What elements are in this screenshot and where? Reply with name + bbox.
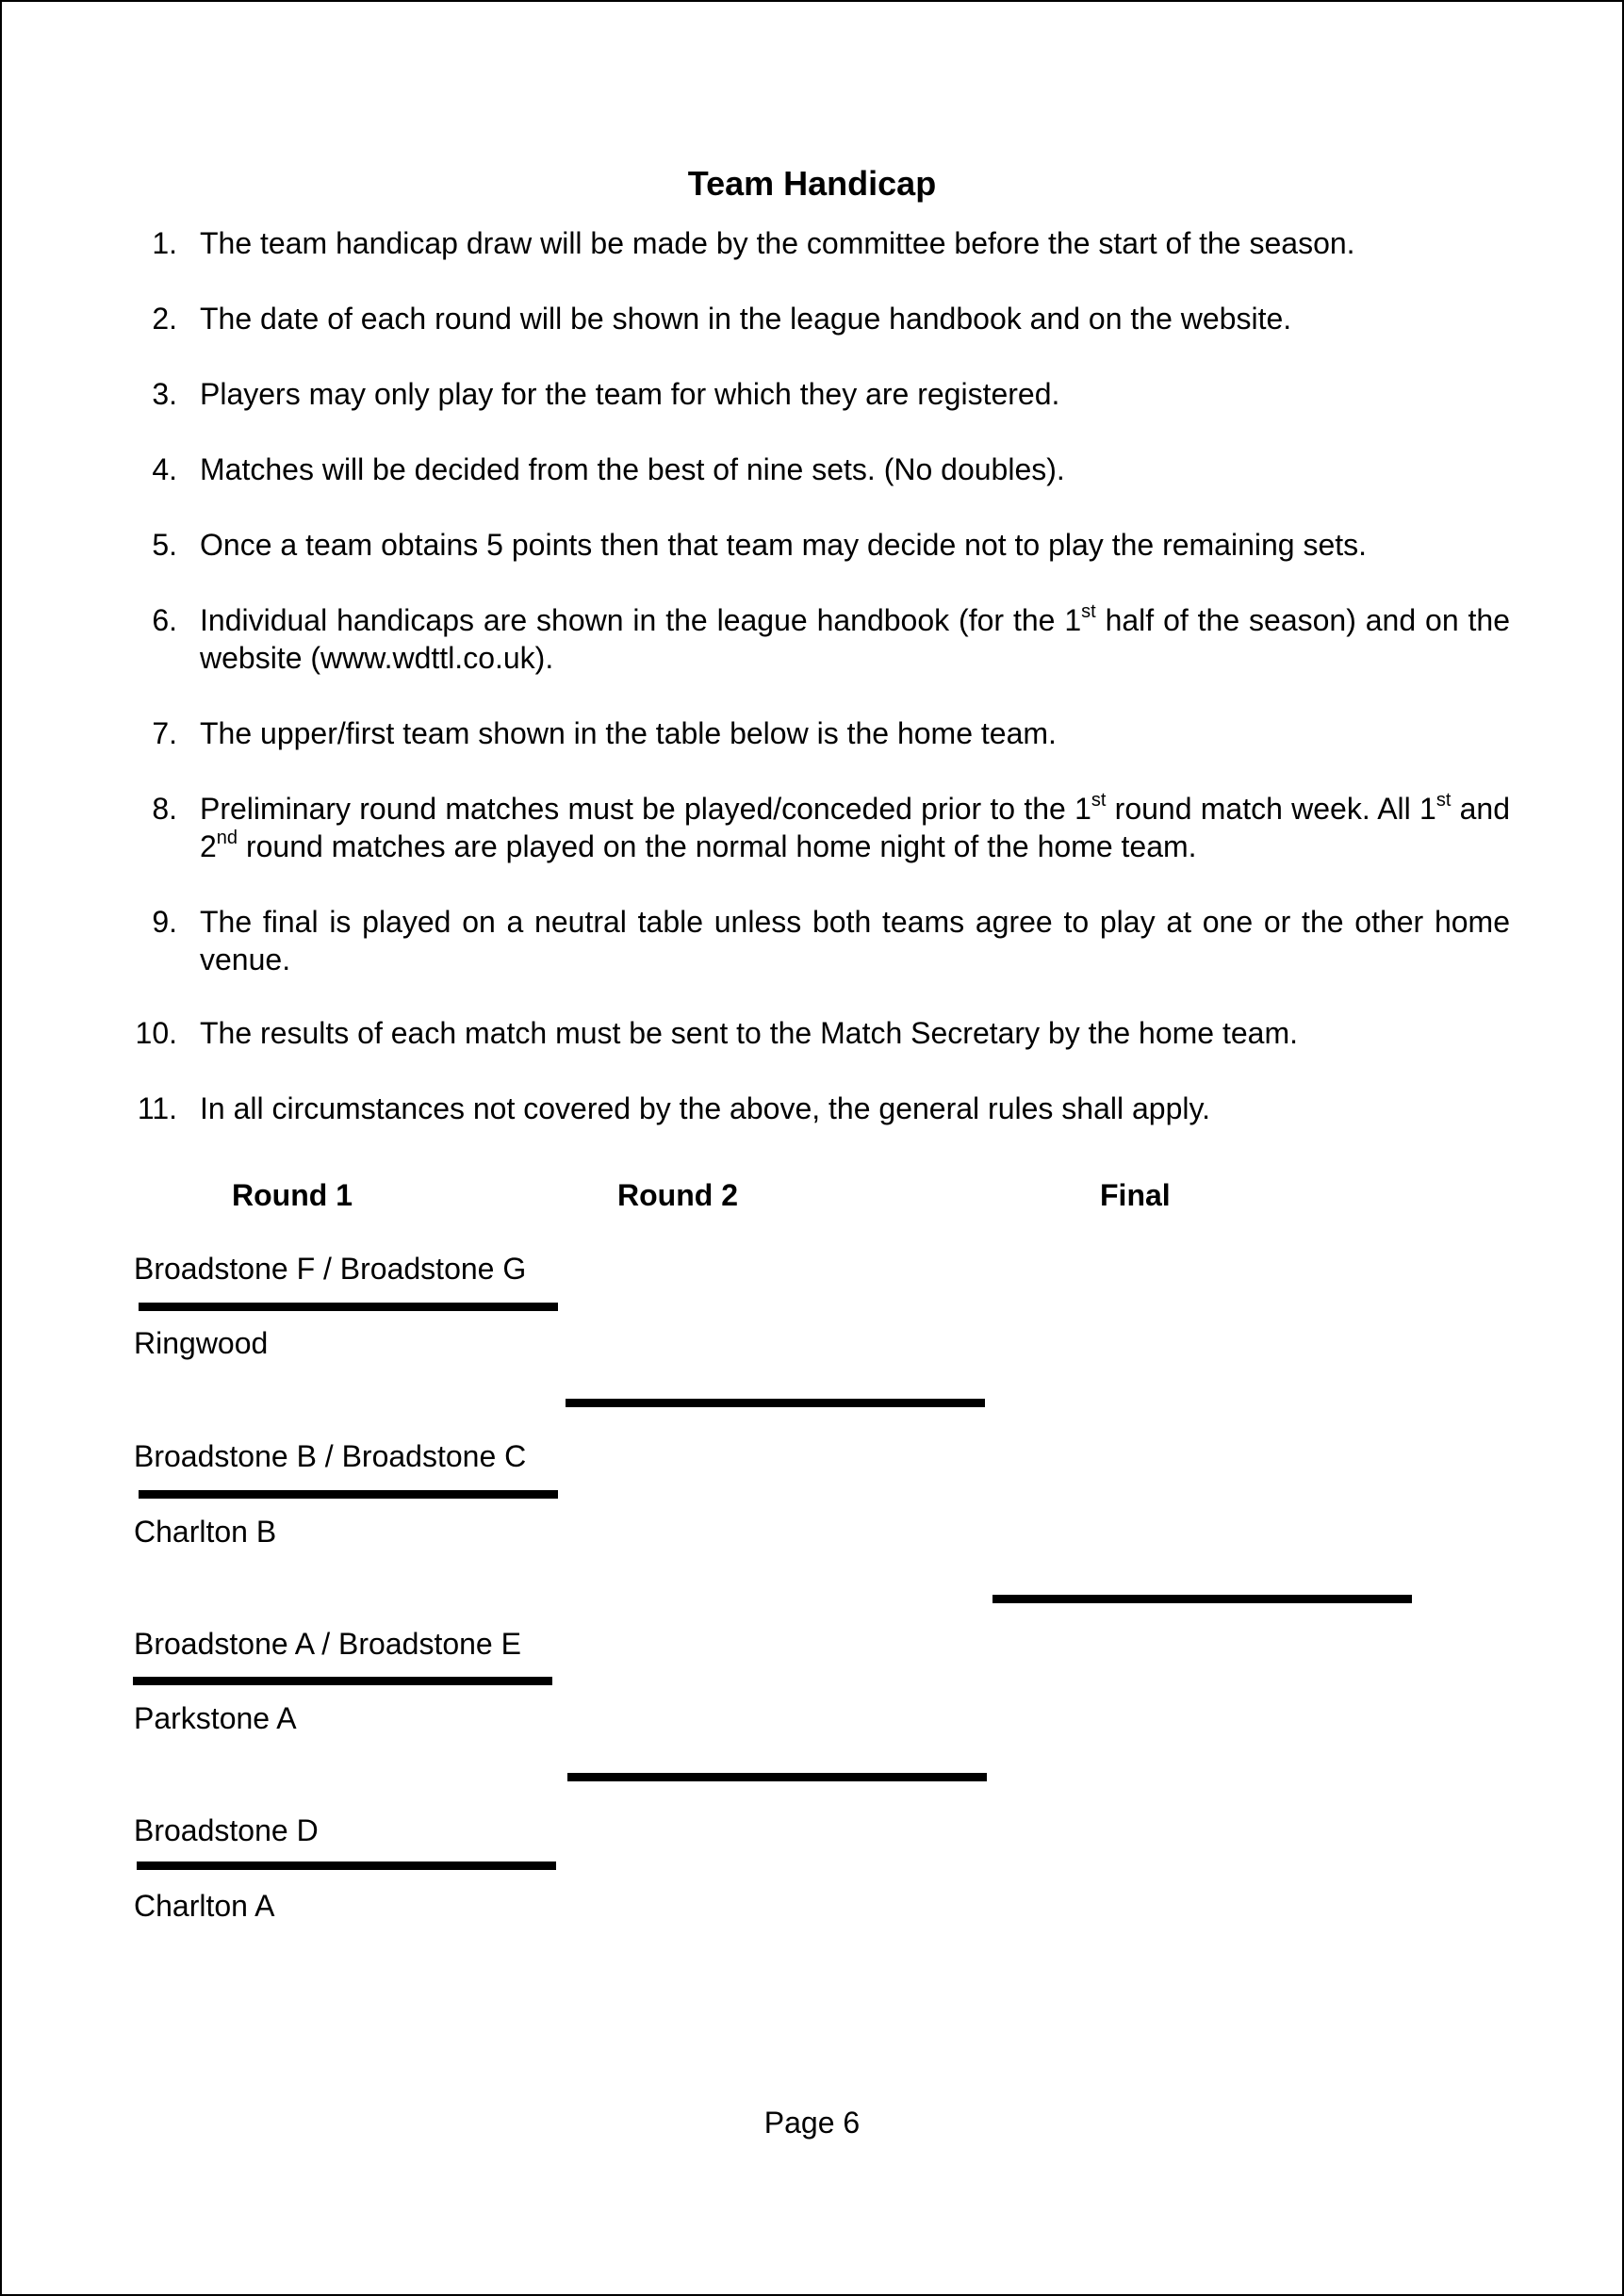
team-name: Charlton B	[134, 1515, 277, 1549]
final-header: Final	[1100, 1178, 1171, 1212]
ordinal-suffix: st	[1435, 790, 1452, 812]
winner-line	[566, 1399, 985, 1407]
rule-number: 8.	[152, 792, 177, 826]
team-name: Broadstone D	[134, 1813, 319, 1847]
team-name: Broadstone B / Broadstone C	[134, 1439, 527, 1473]
rule-number: 5.	[152, 528, 177, 562]
rule-text: The date of each round will be shown in the league handbook and on the website.	[200, 302, 1292, 336]
team-name: Broadstone F / Broadstone G	[134, 1252, 527, 1286]
winner-line	[139, 1490, 558, 1499]
rule-number: 3.	[152, 377, 177, 411]
rule-number: 7.	[152, 716, 177, 750]
team-name: Broadstone A / Broadstone E	[134, 1627, 521, 1661]
team-name: Parkstone A	[134, 1701, 297, 1735]
rule-text: The results of each match must be sent to the Match Secretary by the home team.	[200, 1016, 1298, 1050]
winner-line	[139, 1303, 558, 1311]
rule-number: 2.	[152, 302, 177, 336]
rule-text	[200, 790, 1510, 865]
ordinal-suffix: st	[1081, 601, 1096, 623]
rule-text-part: Individual handicaps are shown in the league handbook (for the 1	[200, 603, 1082, 637]
page-number: Page 6	[763, 2106, 861, 2140]
team-name: Ringwood	[134, 1326, 269, 1360]
round-1-header: Round 1	[232, 1178, 353, 1212]
final-winner-line	[992, 1595, 1412, 1603]
rule-number: 1.	[152, 226, 177, 260]
rule-text	[200, 601, 1510, 677]
rule-text: Players may only play for the team for which they are registered.	[200, 377, 1060, 411]
round-2-header: Round 2	[617, 1178, 738, 1212]
rule-text: The final is played on a neutral table unless both teams agree to play at one or the other home venue.	[200, 905, 1510, 976]
rule-text: The upper/first team shown in the table below is the home team.	[200, 716, 1057, 750]
rule-text: The team handicap draw will be made by the committee before the start of the season.	[200, 226, 1355, 260]
rule-number: 6.	[152, 603, 177, 637]
rule-number: 4.	[152, 452, 177, 486]
rule-number: 10.	[135, 1016, 177, 1050]
rule-text-part: round match week. All 1	[1106, 792, 1436, 826]
page-title: Team Handicap	[687, 164, 937, 203]
ordinal-suffix: st	[1091, 790, 1107, 812]
rule-text-part: and 2	[200, 792, 1511, 863]
rule-number: 9.	[152, 905, 177, 939]
rule-text-part: round matches are played on the normal home night of the home team.	[238, 829, 1197, 863]
rule-text-part: Preliminary round matches must be played/conceded prior to the 1	[200, 792, 1091, 826]
ordinal-suffix: nd	[216, 828, 238, 849]
rule-text-part: half of the season) and on the website (www.wdttl.co.uk).	[200, 603, 1511, 675]
rule-text: Matches will be decided from the best of nine sets. (No doubles).	[200, 452, 1065, 486]
rule-text: Once a team obtains 5 points then that team may decide not to play the remaining sets.	[200, 528, 1368, 562]
winner-line	[137, 1861, 556, 1870]
team-name: Charlton A	[134, 1889, 275, 1923]
winner-line	[567, 1773, 987, 1781]
winner-line	[133, 1677, 552, 1685]
rule-text: In all circumstances not covered by the above, the general rules shall apply.	[200, 1091, 1210, 1125]
rule-number: 11.	[137, 1091, 177, 1125]
